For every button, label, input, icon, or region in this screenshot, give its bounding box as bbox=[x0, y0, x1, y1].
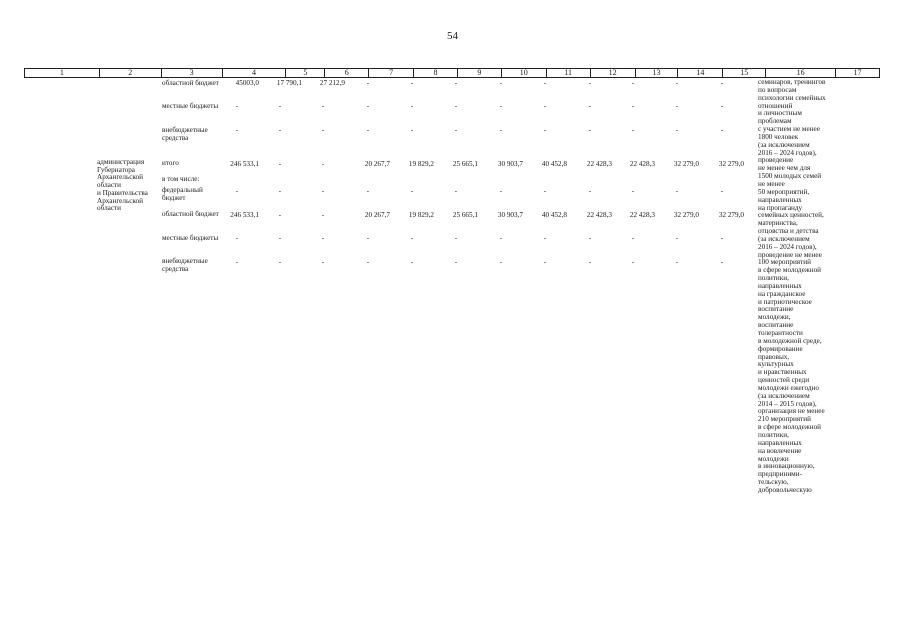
result-text-line: проведение не менее bbox=[758, 250, 822, 259]
header-col-11: 11 bbox=[547, 69, 591, 77]
source-label: местные бюджеты bbox=[162, 234, 219, 242]
value-cell: - bbox=[278, 126, 282, 134]
source-label: внебюджетные средства bbox=[162, 257, 208, 273]
value-cell: - bbox=[588, 187, 592, 195]
result-text-line: формирование bbox=[758, 344, 803, 353]
header-col-8: 8 bbox=[414, 69, 458, 77]
value-cell: - bbox=[675, 187, 679, 195]
result-text-line: направленных bbox=[758, 281, 802, 290]
value-cell: - bbox=[366, 126, 370, 134]
header-col-6: 6 bbox=[325, 69, 369, 77]
value-cell: - bbox=[720, 234, 724, 242]
result-text-line: предприними- bbox=[758, 470, 802, 479]
value-cell: 32 279,0 bbox=[718, 160, 744, 168]
value-cell: - bbox=[631, 234, 635, 242]
value-cell: 25 665,1 bbox=[452, 160, 478, 168]
result-text-line: 2014 – 2015 годов), bbox=[758, 399, 817, 408]
value-cell: - bbox=[631, 79, 635, 87]
value-cell: 246 533,1 bbox=[230, 211, 259, 219]
result-text-line: организация не менее bbox=[758, 407, 825, 416]
result-text-line: в сфере молодежной bbox=[758, 266, 822, 275]
result-text-line: по вопросам bbox=[758, 85, 797, 94]
value-cell: - bbox=[499, 234, 503, 242]
result-text-line: и личностным bbox=[758, 109, 802, 118]
value-cell: - bbox=[454, 187, 458, 195]
result-text-line: правовых, bbox=[758, 352, 790, 361]
result-text-line: с участием не менее bbox=[758, 125, 820, 134]
value-cell: - bbox=[588, 234, 592, 242]
value-cell: - bbox=[454, 126, 458, 134]
value-cell: - bbox=[235, 187, 239, 195]
executor-line: Архангельской bbox=[97, 173, 143, 182]
value-cell: 20 267,7 bbox=[364, 160, 390, 168]
value-cell: - bbox=[720, 258, 724, 266]
result-text-line: психологии семейных bbox=[758, 93, 826, 102]
value-cell: 32 279,0 bbox=[673, 211, 699, 219]
value-cell: - bbox=[278, 160, 282, 168]
result-text-line: на вовлечение bbox=[758, 446, 802, 455]
value-cell: 30 903,7 bbox=[497, 211, 523, 219]
result-text-line: 210 мероприятий bbox=[758, 415, 811, 424]
header-col-17: 17 bbox=[853, 68, 862, 77]
result-text-line: семейных ценностей, bbox=[758, 211, 824, 220]
result-text-line: 2016 – 2024 годов), bbox=[758, 148, 817, 157]
value-cell: 22 428,3 bbox=[586, 211, 612, 219]
value-cell: 32 279,0 bbox=[718, 211, 744, 219]
header-col-12: 12 bbox=[591, 69, 636, 77]
result-text-line: культурных bbox=[758, 360, 794, 369]
executor-line: Архангельской bbox=[97, 196, 143, 205]
result-text-line: тельскую, bbox=[758, 478, 789, 487]
value-cell: - bbox=[543, 79, 547, 87]
value-cell: - bbox=[366, 234, 370, 242]
value-cell: - bbox=[278, 258, 282, 266]
value-cell: - bbox=[321, 102, 325, 110]
source-label: местные бюджеты bbox=[162, 102, 219, 110]
header-col-9: 9 bbox=[458, 69, 502, 77]
result-text-line: проведение bbox=[758, 156, 794, 165]
executor-line: области bbox=[97, 204, 122, 213]
value-cell: - bbox=[720, 102, 724, 110]
value-cell: 19 829,2 bbox=[408, 211, 434, 219]
value-cell: - bbox=[543, 234, 547, 242]
result-text-line: в молодежной среде, bbox=[758, 336, 822, 345]
executor-line: администрация bbox=[97, 158, 145, 166]
result-text-line: (за исключением bbox=[758, 391, 810, 400]
value-cell: - bbox=[631, 102, 635, 110]
value-cell: - bbox=[235, 234, 239, 242]
result-text-line: и патриотическое bbox=[758, 297, 812, 306]
expected-results-cell bbox=[758, 79, 840, 495]
executor-line: и Правительства bbox=[97, 188, 148, 197]
result-text-line: отцовства и детства bbox=[758, 227, 819, 236]
result-text-line: на гражданское bbox=[758, 289, 806, 298]
value-cell: - bbox=[499, 258, 503, 266]
value-cell: - bbox=[675, 258, 679, 266]
value-cell: - bbox=[675, 126, 679, 134]
value-cell: - bbox=[675, 79, 679, 87]
value-cell: - bbox=[321, 160, 325, 168]
value-cell: - bbox=[410, 102, 414, 110]
result-text-line: молодежи bbox=[758, 454, 789, 463]
result-text-line: толерантности bbox=[758, 329, 803, 337]
value-cell: - bbox=[499, 79, 503, 87]
value-cell: - bbox=[410, 79, 414, 87]
header-col-15: 15 bbox=[723, 69, 766, 77]
value-cell: - bbox=[366, 79, 370, 87]
value-cell: - bbox=[720, 187, 724, 195]
value-cell: - bbox=[543, 258, 547, 266]
value-cell: - bbox=[410, 258, 414, 266]
value-cell: - bbox=[631, 258, 635, 266]
result-text-line: на пропаганду bbox=[758, 203, 803, 212]
header-col-10: 10 bbox=[502, 69, 547, 77]
header-col-3: 3 bbox=[162, 69, 223, 77]
header-col-5: 5 bbox=[286, 69, 325, 77]
value-cell: 22 428,3 bbox=[629, 160, 655, 168]
header-col-7: 7 bbox=[369, 69, 414, 77]
value-cell: - bbox=[410, 126, 414, 134]
value-cell: - bbox=[543, 102, 547, 110]
value-cell: - bbox=[278, 234, 282, 242]
value-cell: - bbox=[675, 102, 679, 110]
result-text-line: направленных bbox=[758, 438, 802, 447]
result-text-line: в сфере молодежной bbox=[758, 423, 822, 432]
executor-cell bbox=[97, 159, 159, 213]
value-cell: - bbox=[588, 102, 592, 110]
value-cell: 45003,0 bbox=[235, 79, 259, 87]
value-cell: - bbox=[720, 79, 724, 87]
value-cell: - bbox=[543, 187, 547, 195]
result-text-line: воспитание bbox=[758, 305, 794, 314]
value-cell: 30 903,7 bbox=[497, 160, 523, 168]
result-text-line: 2016 – 2024 годов), bbox=[758, 242, 817, 251]
value-cell: - bbox=[588, 126, 592, 134]
source-label: областной бюджет bbox=[162, 79, 219, 87]
source-label: федеральный бюджет bbox=[162, 186, 203, 202]
value-cell: - bbox=[278, 211, 282, 219]
executor-line: Губернатора bbox=[97, 165, 135, 174]
value-cell: - bbox=[499, 187, 503, 195]
value-cell: - bbox=[588, 258, 592, 266]
header-col-4: 4 bbox=[223, 69, 287, 77]
value-cell: - bbox=[366, 187, 370, 195]
header-col-16: 16 bbox=[766, 69, 836, 77]
value-cell: - bbox=[454, 258, 458, 266]
result-text-line: 100 мероприятий bbox=[758, 258, 811, 267]
result-text-line: в инновационную, bbox=[758, 462, 815, 471]
header-col-14: 14 bbox=[678, 69, 723, 77]
value-cell: 22 428,3 bbox=[629, 211, 655, 219]
page-number: 54 bbox=[447, 30, 458, 42]
source-label: в том числе: bbox=[162, 175, 200, 183]
result-text-line: политики, bbox=[758, 274, 789, 283]
result-text-line: молодежи, bbox=[758, 313, 791, 322]
value-cell: - bbox=[321, 234, 325, 242]
value-cell: - bbox=[720, 126, 724, 134]
table-header-row bbox=[24, 68, 880, 78]
result-text-line: (за исключением bbox=[758, 234, 810, 243]
result-text-line: 1500 молодых семей bbox=[758, 172, 822, 181]
value-cell: - bbox=[588, 79, 592, 87]
value-cell: - bbox=[321, 126, 325, 134]
value-cell: 25 665,1 bbox=[452, 211, 478, 219]
value-cell: - bbox=[321, 211, 325, 219]
value-cell: 246 533,1 bbox=[230, 160, 259, 168]
result-text-line: не менее чем для bbox=[758, 164, 811, 173]
value-cell: - bbox=[454, 234, 458, 242]
value-cell: - bbox=[410, 187, 414, 195]
value-cell: - bbox=[454, 79, 458, 87]
source-label: внебюджетные средства bbox=[162, 126, 208, 142]
result-text-line: и нравственных bbox=[758, 368, 807, 377]
value-cell: - bbox=[631, 187, 635, 195]
value-cell: 40 452,8 bbox=[541, 211, 567, 219]
value-cell: 22 428,3 bbox=[586, 160, 612, 168]
value-cell: - bbox=[278, 187, 282, 195]
value-cell: - bbox=[366, 258, 370, 266]
value-cell: - bbox=[454, 102, 458, 110]
value-cell: - bbox=[235, 102, 239, 110]
result-text-line: не менее bbox=[758, 179, 785, 188]
value-cell: - bbox=[235, 258, 239, 266]
header-col-1: 1 bbox=[25, 69, 100, 77]
result-text-line: семинаров, тренингов bbox=[758, 78, 826, 86]
result-text-line: ценностей среди bbox=[758, 376, 810, 385]
value-cell: - bbox=[543, 126, 547, 134]
header-col-2: 2 bbox=[100, 69, 162, 77]
source-label: итого bbox=[162, 159, 179, 167]
value-cell: - bbox=[235, 126, 239, 134]
result-text-line: политики, bbox=[758, 430, 789, 439]
result-text-line: молодежи ежегодно bbox=[758, 383, 819, 392]
value-cell: - bbox=[410, 234, 414, 242]
value-cell: - bbox=[499, 126, 503, 134]
value-cell: 27 212,9 bbox=[319, 79, 345, 87]
value-cell: 19 829,2 bbox=[408, 160, 434, 168]
value-cell: 17 790,1 bbox=[276, 79, 302, 87]
value-cell: - bbox=[278, 102, 282, 110]
result-text-line: 1800 человек bbox=[758, 132, 799, 141]
result-text-line: направленных bbox=[758, 195, 802, 204]
result-text-line: (за исключением bbox=[758, 140, 810, 149]
value-cell: - bbox=[631, 126, 635, 134]
value-cell: - bbox=[366, 102, 370, 110]
result-text-line: проблемам bbox=[758, 117, 792, 126]
result-text-line: 50 мероприятий, bbox=[758, 187, 810, 196]
value-cell: 20 267,7 bbox=[364, 211, 390, 219]
executor-line: области bbox=[97, 181, 122, 190]
value-cell: - bbox=[321, 258, 325, 266]
result-text-line: добровольческую bbox=[758, 485, 812, 494]
value-cell: - bbox=[499, 102, 503, 110]
value-cell: 40 452,8 bbox=[541, 160, 567, 168]
header-col-13: 13 bbox=[636, 69, 679, 77]
result-text-line: материнства, bbox=[758, 219, 798, 228]
result-text-line: отношений bbox=[758, 101, 793, 110]
value-cell: - bbox=[675, 234, 679, 242]
source-label: областной бюджет bbox=[162, 210, 219, 218]
value-cell: - bbox=[321, 187, 325, 195]
value-cell: 32 279,0 bbox=[673, 160, 699, 168]
result-text-line: воспитание bbox=[758, 321, 794, 330]
